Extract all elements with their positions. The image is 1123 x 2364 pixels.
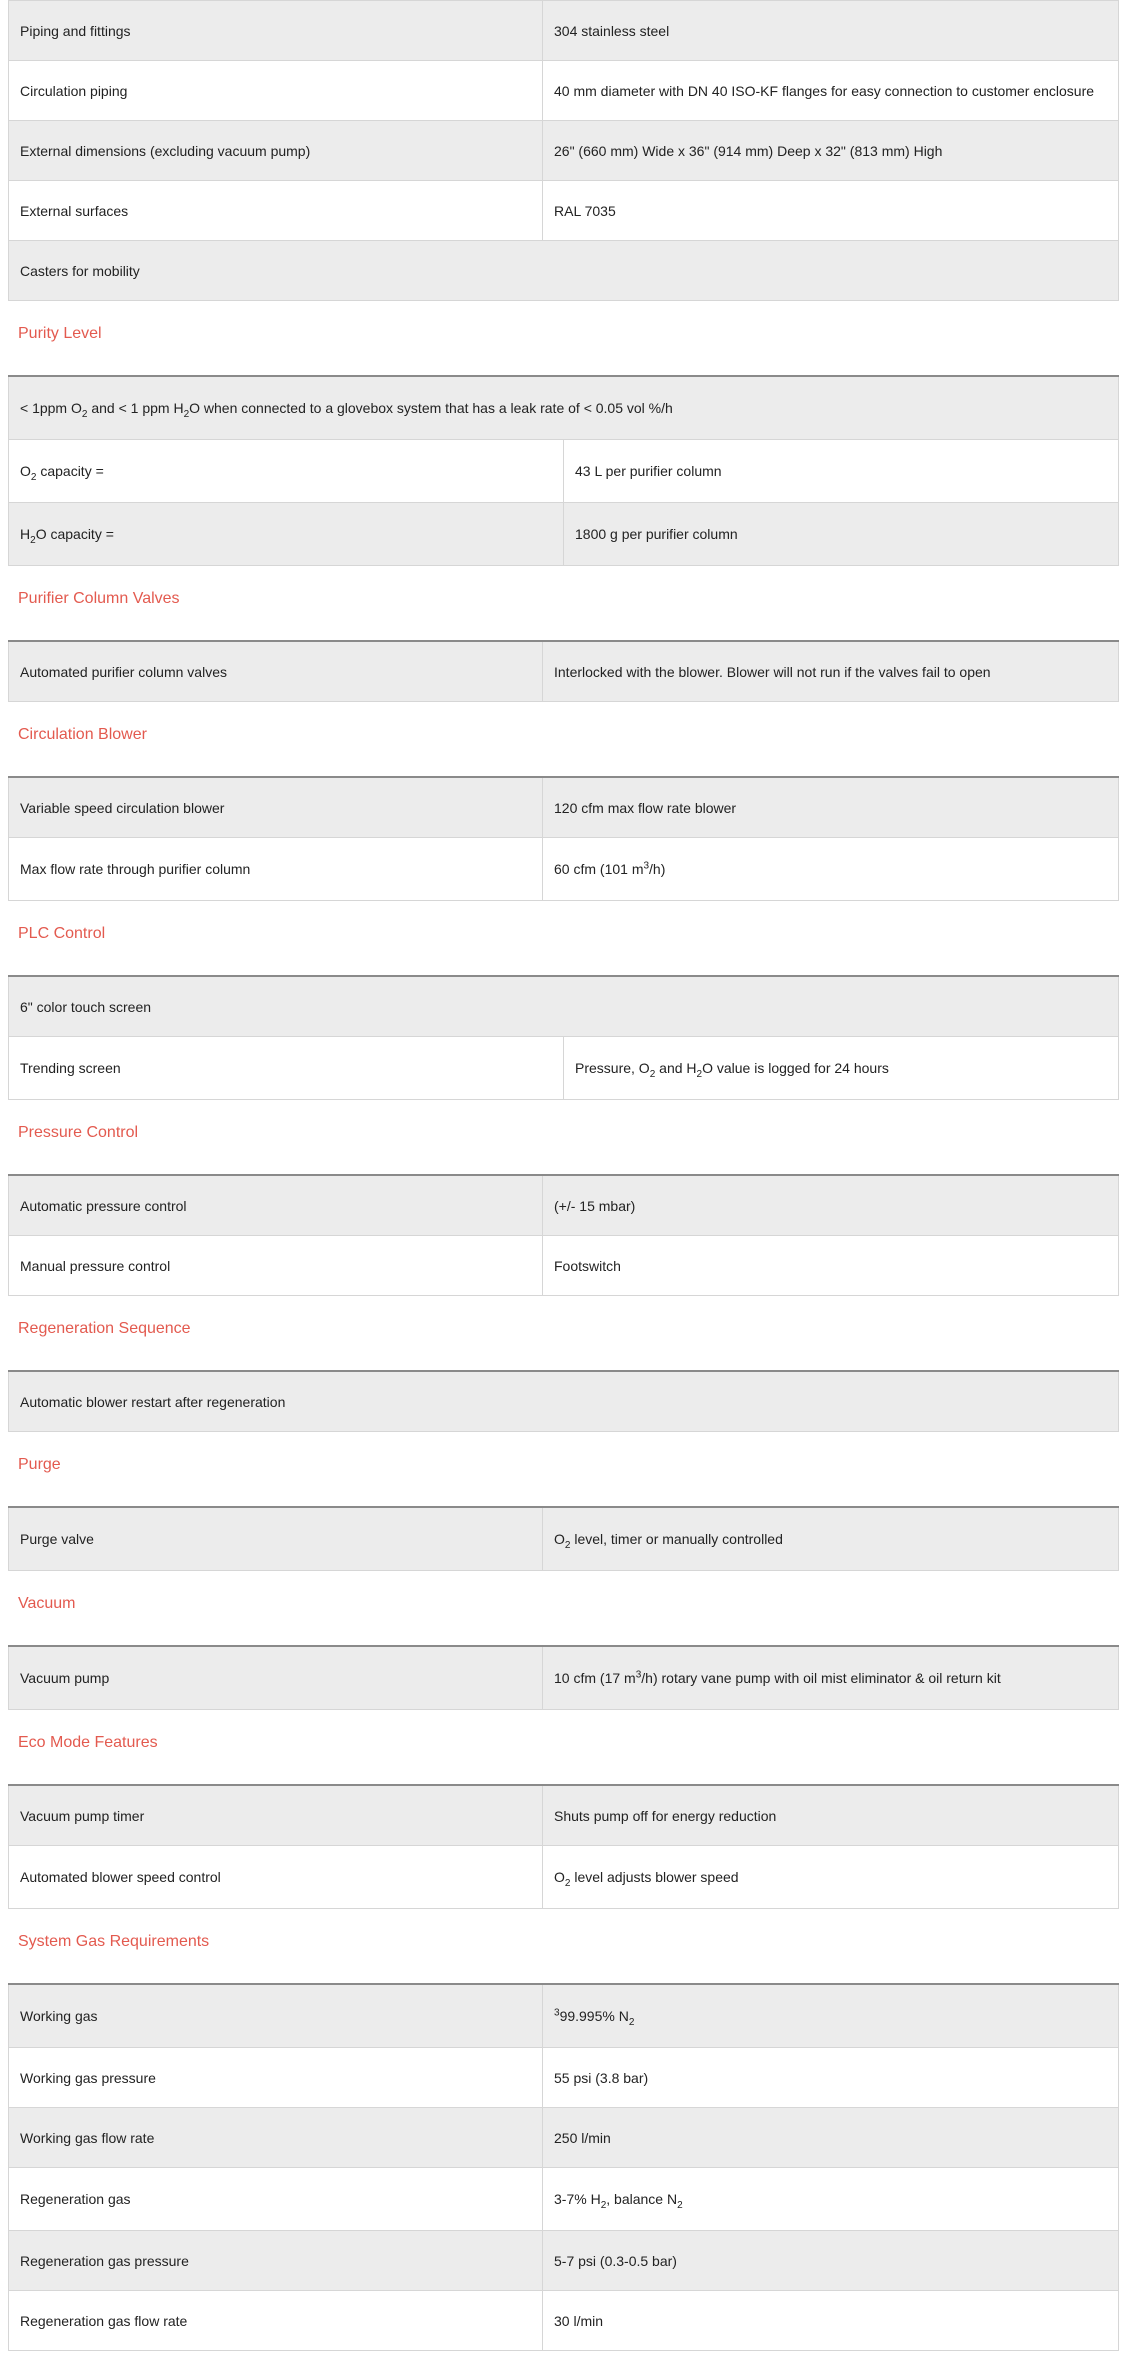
spec-table-eco xyxy=(8,1784,1119,1909)
row-label: Regeneration gas flow rate xyxy=(9,2291,543,2351)
section-title-plc: PLC Control xyxy=(18,925,106,942)
table-row xyxy=(9,181,1119,241)
row-label: Working gas flow rate xyxy=(9,2108,543,2168)
row-label: Max flow rate through purifier column xyxy=(9,838,543,901)
row-label: Trending screen xyxy=(9,1037,564,1100)
spec-table-purge xyxy=(8,1506,1119,1571)
row-value: 55 psi (3.8 bar) xyxy=(543,2048,1119,2108)
table-row xyxy=(9,1846,1119,1909)
row-label: Manual pressure control xyxy=(9,1236,543,1296)
row-value: $O_2$ level adjusts blower speed xyxy=(543,1846,1119,1909)
section-title-pressure: Pressure Control xyxy=(18,1124,139,1141)
row-label: Circulation piping xyxy=(9,61,543,121)
row-label: Automatic pressure control xyxy=(9,1175,543,1236)
row-label: External dimensions (excluding vacuum pump) xyxy=(9,121,543,181)
section-title-blower: Circulation Blower xyxy=(18,726,147,743)
table-row xyxy=(9,2108,1119,2168)
row-value: 40 mm diameter with DN 40 ISO-KF flanges for easy connection to customer enclosure xyxy=(543,61,1119,121)
table-row xyxy=(9,2048,1119,2108)
table-row xyxy=(9,2231,1119,2291)
row-label: External surfaces xyxy=(9,181,543,241)
section-title-vacuum: Vacuum xyxy=(18,1595,76,1612)
row-value: 250 l/min xyxy=(543,2108,1119,2168)
row-value: 304 stainless steel xyxy=(543,1,1119,61)
table-row xyxy=(9,376,1119,440)
row-label: $H_2O$ capacity = xyxy=(9,503,564,566)
row-label: Automated purifier column valves xyxy=(9,641,543,702)
row-value: 10 cfm (17 $m^3/h$) rotary vane pump with oil mist eliminator & oil return kit xyxy=(543,1646,1119,1710)
row-value: Interlocked with the blower. Blower will not run if the valves fail to open xyxy=(543,641,1119,702)
row-label: Working gas xyxy=(9,1984,543,2048)
spec-sheet xyxy=(8,0,1119,2351)
row-label: Regeneration gas pressure xyxy=(9,2231,543,2291)
spec-table-vacuum xyxy=(8,1645,1119,1710)
table-row xyxy=(9,1785,1119,1846)
row-label: Casters for mobility xyxy=(9,241,1119,301)
table-row xyxy=(9,1236,1119,1296)
spec-table-regeneration xyxy=(8,1370,1119,1432)
spec-table-general xyxy=(8,0,1119,301)
row-value: Footswitch xyxy=(543,1236,1119,1296)
row-value: $^3$99.995% $N_2$ xyxy=(543,1984,1119,2048)
table-row xyxy=(9,121,1119,181)
row-label: Working gas pressure xyxy=(9,2048,543,2108)
row-value: Shuts pump off for energy reduction xyxy=(543,1785,1119,1846)
row-value: Pressure, $O_2$ and $H_2O$ value is logged for 24 hours xyxy=(564,1037,1119,1100)
table-row xyxy=(9,976,1119,1037)
row-value: 5-7 psi (0.3-0.5 bar) xyxy=(543,2231,1119,2291)
row-label: Piping and fittings xyxy=(9,1,543,61)
table-row xyxy=(9,1,1119,61)
row-value: 3-7% $H_2$, balance $N_2$ xyxy=(543,2168,1119,2231)
row-label: Automated blower speed control xyxy=(9,1846,543,1909)
table-row xyxy=(9,2291,1119,2351)
table-row xyxy=(9,838,1119,901)
table-row xyxy=(9,61,1119,121)
section-title-purge: Purge xyxy=(18,1456,61,1473)
row-value: RAL 7035 xyxy=(543,181,1119,241)
row-label: < 1ppm $O_2$ and < 1 ppm $H_2O$ when connected to a glovebox system that has a leak rate of < 0.05 vol %/h xyxy=(9,376,1119,440)
row-label: Automatic blower restart after regeneration xyxy=(9,1371,1119,1432)
row-value: (+/- 15 mbar) xyxy=(543,1175,1119,1236)
section-title-regeneration: Regeneration Sequence xyxy=(18,1320,191,1337)
table-row xyxy=(9,1507,1119,1571)
table-row xyxy=(9,641,1119,702)
table-row xyxy=(9,503,1119,566)
row-value: 30 l/min xyxy=(543,2291,1119,2351)
spec-table-gas xyxy=(8,1983,1119,2351)
table-row xyxy=(9,1646,1119,1710)
table-row xyxy=(9,2168,1119,2231)
row-label: Regeneration gas xyxy=(9,2168,543,2231)
row-label: 6" color touch screen xyxy=(9,976,1119,1037)
spec-table-plc xyxy=(8,975,1119,1100)
section-title-eco: Eco Mode Features xyxy=(18,1734,158,1751)
row-value: 1800 g per purifier column xyxy=(564,503,1119,566)
table-row xyxy=(9,1371,1119,1432)
row-value: $O_2$ level, timer or manually controlled xyxy=(543,1507,1119,1571)
row-label: Vacuum pump xyxy=(9,1646,543,1710)
table-row xyxy=(9,777,1119,838)
section-title-gas: System Gas Requirements xyxy=(18,1933,210,1950)
section-title-purity: Purity Level xyxy=(18,325,102,342)
row-value: 43 L per purifier column xyxy=(564,440,1119,503)
row-label: Vacuum pump timer xyxy=(9,1785,543,1846)
spec-table-pressure xyxy=(8,1174,1119,1296)
spec-table-valves xyxy=(8,640,1119,702)
table-row xyxy=(9,241,1119,301)
row-value: 60 cfm (101 $m^3/h$) xyxy=(543,838,1119,901)
table-row xyxy=(9,440,1119,503)
spec-table-purity xyxy=(8,375,1119,566)
table-row xyxy=(9,1175,1119,1236)
row-label: $O_2$ capacity = xyxy=(9,440,564,503)
row-value: 120 cfm max flow rate blower xyxy=(543,777,1119,838)
table-row xyxy=(9,1037,1119,1100)
table-row xyxy=(9,1984,1119,2048)
row-label: Purge valve xyxy=(9,1507,543,1571)
section-title-valves: Purifier Column Valves xyxy=(18,590,180,607)
row-label: Variable speed circulation blower xyxy=(9,777,543,838)
spec-table-blower xyxy=(8,776,1119,901)
row-value: 26" (660 mm) Wide x 36" (914 mm) Deep x 32" (813 mm) High xyxy=(543,121,1119,181)
